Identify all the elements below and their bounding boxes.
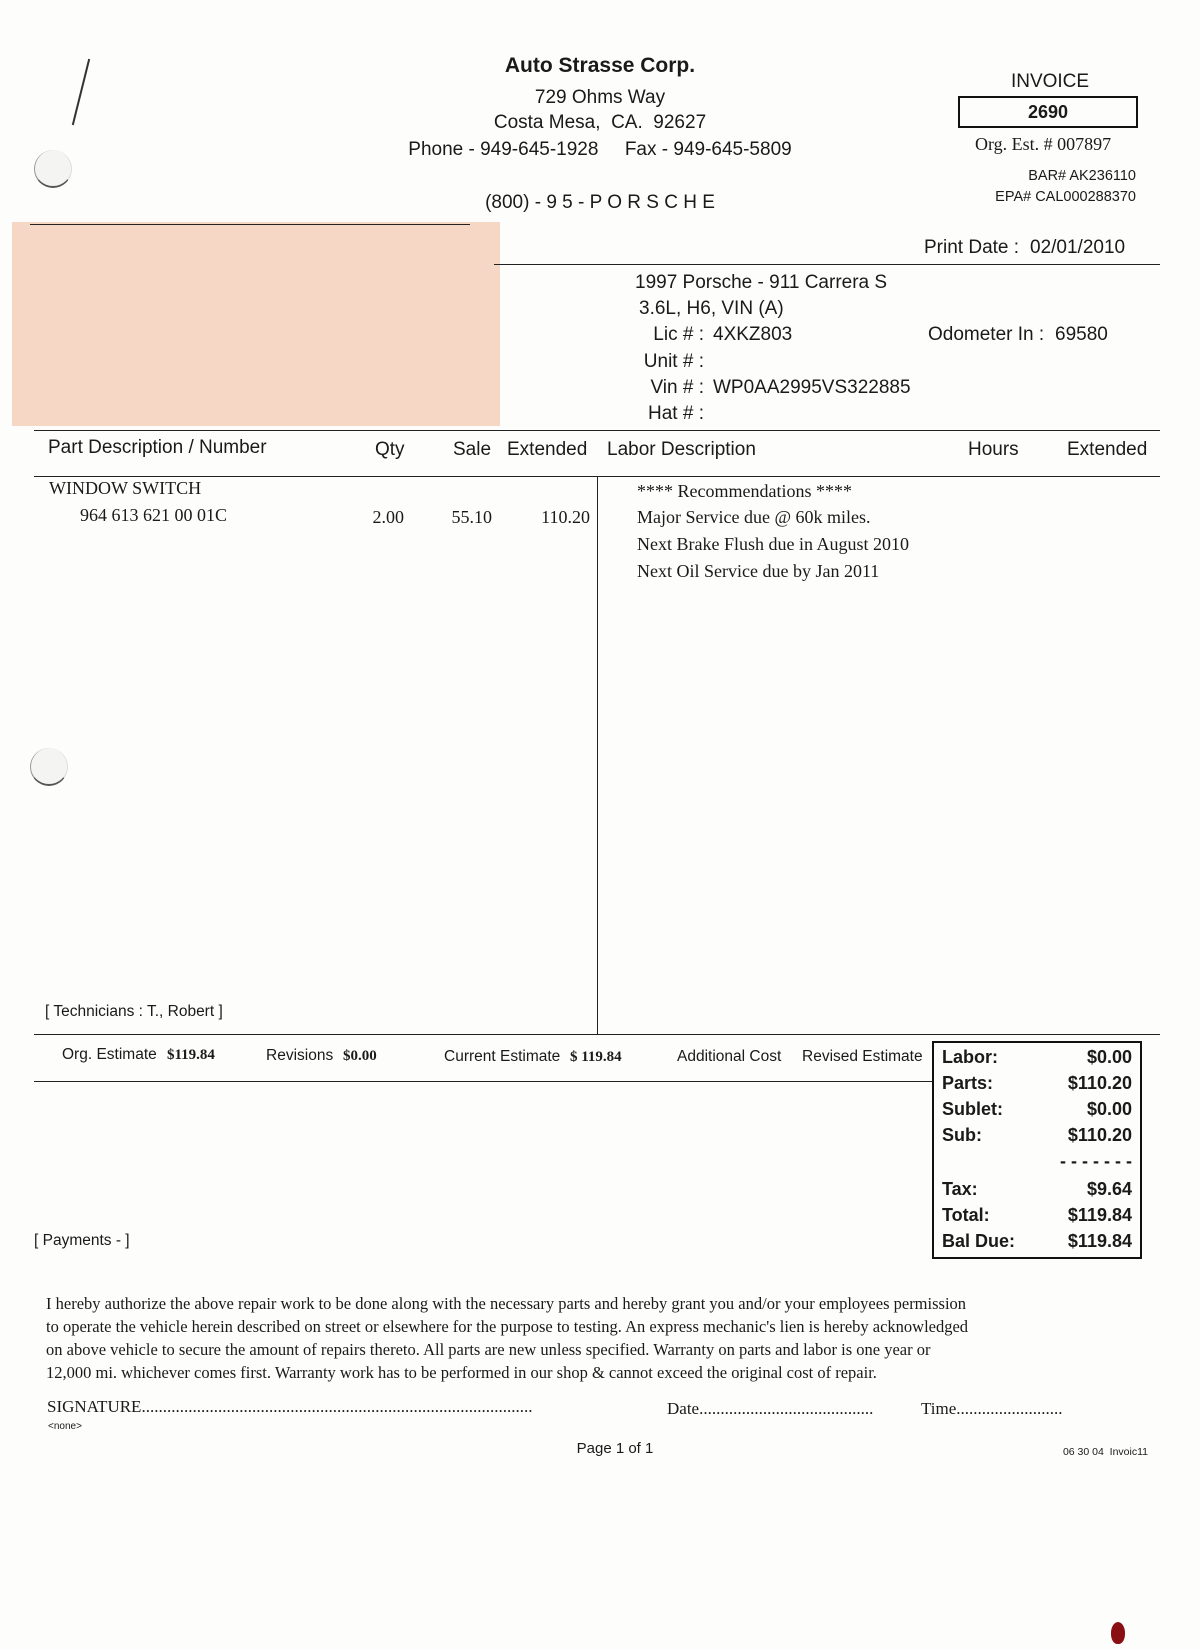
totals-box bbox=[932, 1041, 1142, 1259]
part-extended: 110.20 bbox=[541, 507, 590, 527]
company-address-line2: Costa Mesa, CA. 92627 bbox=[493, 112, 707, 133]
vin-label: Vin # : bbox=[650, 377, 704, 398]
totals-parts-label: Parts: bbox=[942, 1073, 994, 1093]
col-extended: Extended bbox=[507, 439, 588, 460]
parts-labor-divider bbox=[597, 476, 598, 1034]
form-code: 06 30 04 Invoic11 bbox=[1062, 1446, 1148, 1458]
invoice-label: INVOICE bbox=[1010, 71, 1090, 92]
redacted-customer-area bbox=[12, 222, 500, 426]
totals-labor-value: $0.00 bbox=[1086, 1047, 1132, 1067]
table-bottom-rule bbox=[34, 1034, 1160, 1035]
current-estimate-label: Current Estimate bbox=[444, 1048, 561, 1065]
epa-number: EPA# CAL000288370 bbox=[995, 189, 1136, 205]
vehicle-engine: 3.6L, H6, VIN (A) bbox=[639, 298, 784, 319]
totals-bal-due-label: Bal Due: bbox=[942, 1231, 1016, 1251]
company-address-line1: 729 Ohms Way bbox=[534, 87, 666, 108]
pen-mark bbox=[72, 59, 90, 125]
totals-parts-value: $110.20 bbox=[1067, 1073, 1132, 1093]
signature-line: SIGNATURE............................................................................................ bbox=[47, 1397, 533, 1416]
org-estimate-label: Org. Estimate bbox=[62, 1046, 157, 1063]
time-line: Time......................... bbox=[921, 1399, 1063, 1418]
totals-sub-label: Sub: bbox=[942, 1125, 982, 1145]
org-est-number: Org. Est. # 007897 bbox=[975, 134, 1112, 154]
col-sale: Sale bbox=[453, 439, 492, 460]
revised-estimate-label: Revised Estimate bbox=[802, 1048, 923, 1065]
company-name: Auto Strasse Corp. bbox=[504, 54, 696, 77]
totals-total-value: $119.84 bbox=[1067, 1205, 1132, 1225]
part-sale: 55.10 bbox=[451, 507, 492, 527]
totals-tax-value: $9.64 bbox=[1086, 1179, 1132, 1199]
odometer-label: Odometer In : bbox=[928, 324, 1045, 345]
totals-total-label: Total: bbox=[942, 1205, 990, 1225]
totals-sub-value: $110.20 bbox=[1067, 1125, 1132, 1145]
payments: [ Payments - ] bbox=[34, 1232, 130, 1249]
company-phone-fax: Phone - 949-645-1928 Fax - 949-645-5809 bbox=[408, 139, 792, 160]
col-labor-extended: Extended bbox=[1067, 439, 1148, 460]
labor-line: Next Oil Service due by Jan 2011 bbox=[637, 561, 880, 581]
labor-line: Next Brake Flush due in August 2010 bbox=[637, 534, 909, 554]
totals-dashes-text: - - - - - - - bbox=[1060, 1151, 1132, 1171]
col-hours: Hours bbox=[968, 439, 1019, 460]
col-qty: Qty bbox=[375, 439, 405, 460]
header-rule-right bbox=[494, 264, 1160, 265]
estimates-rule bbox=[34, 1081, 932, 1082]
invoice-number-box bbox=[958, 96, 1138, 128]
authorization-line: I hereby authorize the above repair work to be done along with the necessary parts and hereby grant you and/or your employees permission bbox=[46, 1294, 967, 1313]
labor-line: Major Service due @ 60k miles. bbox=[637, 507, 871, 527]
col-part-description: Part Description / Number bbox=[48, 437, 267, 458]
unit-label: Unit # : bbox=[643, 351, 704, 372]
page-number: Page 1 of 1 bbox=[576, 1440, 654, 1457]
totals-tax-label: Tax: bbox=[942, 1179, 978, 1199]
odometer-value: 69580 bbox=[1055, 324, 1108, 345]
table-top-rule bbox=[34, 430, 1160, 431]
authorization-line: 12,000 mi. whichever comes first. Warranty work has to be performed in our shop & cannot exceed the original cost of repair. bbox=[46, 1363, 877, 1382]
ink-spot bbox=[1111, 1622, 1125, 1644]
totals-sublet-value: $0.00 bbox=[1086, 1099, 1132, 1119]
part-qty: 2.00 bbox=[372, 507, 404, 527]
revisions-label: Revisions bbox=[266, 1047, 334, 1064]
signature-none: <none> bbox=[48, 1421, 82, 1432]
vin-value: WP0AA2995VS322885 bbox=[713, 377, 911, 398]
labor-line: **** Recommendations **** bbox=[637, 481, 852, 501]
punch-hole-top bbox=[34, 150, 72, 188]
hat-label: Hat # : bbox=[648, 403, 704, 424]
totals-labor-label: Labor: bbox=[942, 1047, 998, 1067]
col-labor-description: Labor Description bbox=[607, 439, 756, 460]
revisions-value: $0.00 bbox=[343, 1048, 377, 1064]
totals-sublet-label: Sublet: bbox=[942, 1099, 1003, 1119]
additional-cost-label: Additional Cost bbox=[677, 1048, 782, 1065]
authorization-line: on above vehicle to secure the amount of repairs thereto. All parts are new unless specified. Warranty on parts and labor is one year or bbox=[46, 1340, 931, 1359]
date-line: Date......................................... bbox=[667, 1399, 874, 1418]
part-number: 964 613 621 00 01C bbox=[80, 505, 228, 525]
lic-value: 4XKZ803 bbox=[713, 324, 793, 345]
print-date-label: Print Date : bbox=[924, 237, 1020, 258]
vehicle-model: 1997 Porsche - 911 Carrera S bbox=[635, 272, 888, 293]
invoice-number: 2690 bbox=[1027, 102, 1069, 122]
part-description: WINDOW SWITCH bbox=[49, 478, 202, 498]
authorization-text bbox=[46, 1292, 1146, 1384]
bar-number: BAR# AK236110 bbox=[1028, 168, 1136, 184]
org-estimate-value: $119.84 bbox=[167, 1047, 215, 1063]
punch-hole-middle bbox=[30, 748, 68, 786]
company-vanity-phone: (800) - 9 5 - P O R S C H E bbox=[485, 192, 715, 213]
totals-bal-due-value: $119.84 bbox=[1067, 1231, 1132, 1251]
technicians: [ Technicians : T., Robert ] bbox=[45, 1003, 223, 1020]
print-date: 02/01/2010 bbox=[1030, 237, 1126, 258]
authorization-line: to operate the vehicle herein described on street or elsewhere for the purpose to testing. An express mechanic's lien is hereby acknowledged bbox=[46, 1317, 969, 1336]
header-rule-left bbox=[30, 224, 470, 225]
lic-label: Lic # : bbox=[653, 324, 704, 345]
current-estimate-value: $ 119.84 bbox=[570, 1049, 622, 1065]
